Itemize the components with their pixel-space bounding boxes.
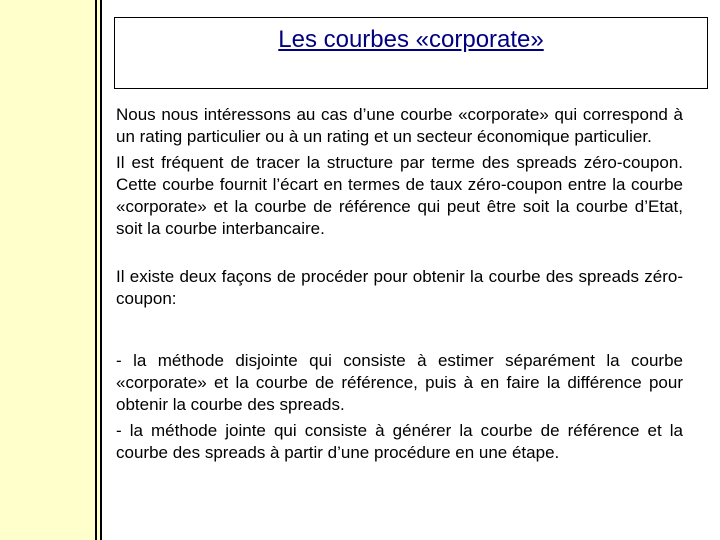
paragraph-intro: Nous nous intéressons au cas d’une courbe «corporate» qui correspond à un rating particulier ou à un rating et un secteur économique particulier.: [116, 105, 683, 146]
body-text: [116, 104, 683, 464]
paragraph-spreads: Il est fréquent de tracer la structure par terme des spreads zéro-coupon. Cette courbe fournit l’écart en termes de taux zéro-coupon entre la courbe «corporate» et la courbe de référence qui peut être soit la courbe d’Etat, soit la courbe interbancaire.: [116, 153, 683, 238]
left-decorative-band: [0, 0, 94, 540]
slide-content: [102, 0, 720, 540]
paragraph-joint-method: - la méthode jointe qui consiste à générer la courbe de référence et la courbe des spreads à partir d’une procédure en une étape.: [116, 421, 683, 462]
paragraph-methods: Il existe deux façons de procéder pour obtenir la courbe des spreads zéro-coupon:: [116, 267, 683, 308]
slide-title: Les courbes «corporate»: [278, 26, 544, 53]
vertical-rule-outer: [95, 0, 97, 540]
title-box: [114, 17, 708, 89]
paragraph-disjoint-method: - la méthode disjointe qui consiste à estimer séparément la courbe «corporate» et la courbe de référence, puis à en faire la différence pour obtenir la courbe des spreads.: [116, 351, 683, 414]
